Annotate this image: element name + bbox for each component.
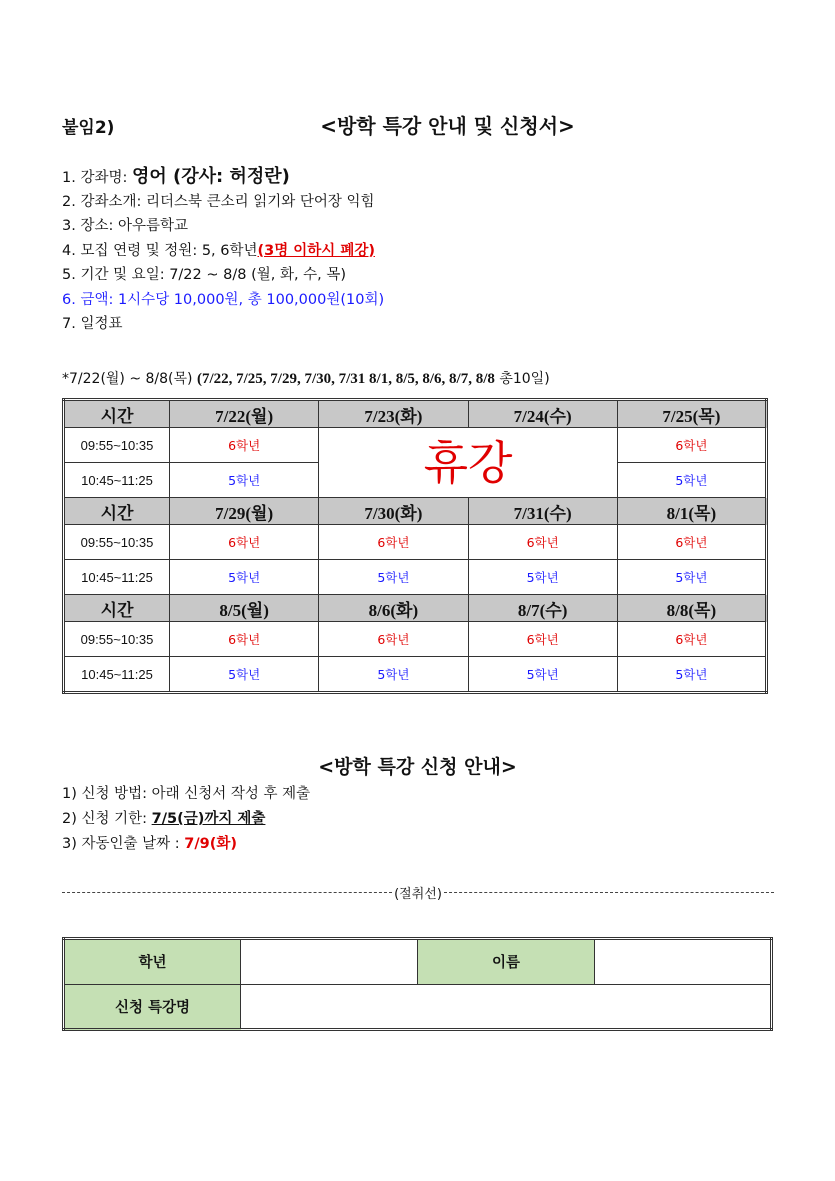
time-slot-1: 09:55~10:35 <box>64 622 170 657</box>
info-period: 5. 기간 및 요일: 7/22 ~ 8/8 (월, 화, 수, 목) <box>62 267 347 283</box>
grade6-cell: 6학년 <box>170 428 319 463</box>
grade5-cell: 5학년 <box>170 657 319 693</box>
apply-deadline-prefix: 2) 신청 기한: <box>62 811 152 827</box>
apply-info <box>62 782 310 857</box>
grade6-cell: 6학년 <box>468 525 617 560</box>
date-header: 7/31(수) <box>468 498 617 525</box>
info-place: 3. 장소: 아우름학교 <box>62 218 188 234</box>
time-header: 시간 <box>64 498 170 525</box>
period-line <box>62 368 550 388</box>
date-header: 8/7(수) <box>468 595 617 622</box>
cut-dash-left <box>62 892 392 893</box>
apply-deadline <box>62 807 310 832</box>
course-info <box>62 165 384 337</box>
date-header: 7/23(화) <box>319 400 468 428</box>
info-intro: 2. 강좌소개: 리더스북 큰소리 읽기와 단어장 익힘 <box>62 193 375 210</box>
name-label: 이름 <box>418 939 595 985</box>
schedule-table <box>62 398 768 694</box>
course-input[interactable] <box>241 984 772 1030</box>
time-header: 시간 <box>64 595 170 622</box>
grade6-cell: 6학년 <box>617 525 766 560</box>
date-header: 8/8(목) <box>617 595 766 622</box>
date-header: 7/24(수) <box>468 400 617 428</box>
date-header: 7/29(월) <box>170 498 319 525</box>
name-input[interactable] <box>595 939 772 985</box>
cut-dash-right <box>444 892 774 893</box>
grade5-cell: 5학년 <box>468 657 617 693</box>
info-fee <box>62 288 384 313</box>
grade5-cell: 5학년 <box>319 560 468 595</box>
grade5-cell: 5학년 <box>170 463 319 498</box>
time-header: 시간 <box>64 400 170 428</box>
page-title: <방학 특강 안내 및 신청서> <box>320 114 575 138</box>
info-recruit <box>62 239 384 264</box>
date-header: 8/5(월) <box>170 595 319 622</box>
application-form <box>62 937 773 1031</box>
grade-label: 학년 <box>64 939 241 985</box>
fee-value: 1시수당 10,000원, 총 100,000원(10회) <box>117 291 385 308</box>
apply-method: 1) 신청 방법: 아래 신청서 작성 후 제출 <box>62 786 311 802</box>
grade6-cell: 6학년 <box>170 525 319 560</box>
grade6-cell: 6학년 <box>617 622 766 657</box>
course-label: 신청 특강명 <box>64 984 241 1030</box>
grade5-cell: 5학년 <box>617 560 766 595</box>
info-fee-prefix: 6. 금액: <box>62 291 118 308</box>
time-slot-2: 10:45~11:25 <box>64 657 170 693</box>
date-header: 7/30(화) <box>319 498 468 525</box>
cut-line <box>62 883 774 902</box>
withdraw-date: 7/9(화) <box>184 836 237 852</box>
grade5-cell: 5학년 <box>170 560 319 595</box>
date-header: 7/22(월) <box>170 400 319 428</box>
apply-title: <방학 특강 신청 안내> <box>318 756 517 778</box>
grade6-cell: 6학년 <box>319 525 468 560</box>
time-slot-2: 10:45~11:25 <box>64 560 170 595</box>
date-header: 8/6(화) <box>319 595 468 622</box>
info-course <box>62 165 384 190</box>
apply-withdraw-prefix: 3) 자동인출 날짜 : <box>62 836 185 852</box>
period-dates: (7/22, 7/25, 7/29, 7/30, 7/31 8/1, 8/5, 8/6, 8/7, 8/8 <box>196 371 495 387</box>
period-suffix: 총10일) <box>494 371 550 387</box>
course-name: 영어 (강사: 허정란) <box>131 166 290 187</box>
grade6-cell: 6학년 <box>319 622 468 657</box>
deadline-value: 7/5(금)까지 제출 <box>151 811 266 827</box>
cut-label: (절취선) <box>394 887 442 902</box>
grade5-cell: 5학년 <box>617 657 766 693</box>
info-course-prefix: 1. 강좌명: <box>62 170 132 186</box>
cancel-warning: (3명 이하시 폐강) <box>257 242 375 259</box>
date-header: 8/1(목) <box>617 498 766 525</box>
time-slot-2: 10:45~11:25 <box>64 463 170 498</box>
attachment-label: 붙임2) <box>62 118 115 138</box>
date-header: 7/25(목) <box>617 400 766 428</box>
time-slot-1: 09:55~10:35 <box>64 525 170 560</box>
time-slot-1: 09:55~10:35 <box>64 428 170 463</box>
grade-input[interactable] <box>241 939 418 985</box>
grade6-cell: 6학년 <box>468 622 617 657</box>
apply-withdraw <box>62 832 310 857</box>
holiday-cell: 휴강 <box>319 428 618 498</box>
grade6-cell: 6학년 <box>170 622 319 657</box>
info-schedule-label: 7. 일정표 <box>62 316 123 332</box>
grade5-cell: 5학년 <box>617 463 766 498</box>
period-prefix: *7/22(월) ~ 8/8(목) <box>62 371 197 387</box>
info-recruit-prefix: 4. 모집 연령 및 정원: 5, 6학년 <box>62 242 258 259</box>
grade5-cell: 5학년 <box>319 657 468 693</box>
grade6-cell: 6학년 <box>617 428 766 463</box>
grade5-cell: 5학년 <box>468 560 617 595</box>
